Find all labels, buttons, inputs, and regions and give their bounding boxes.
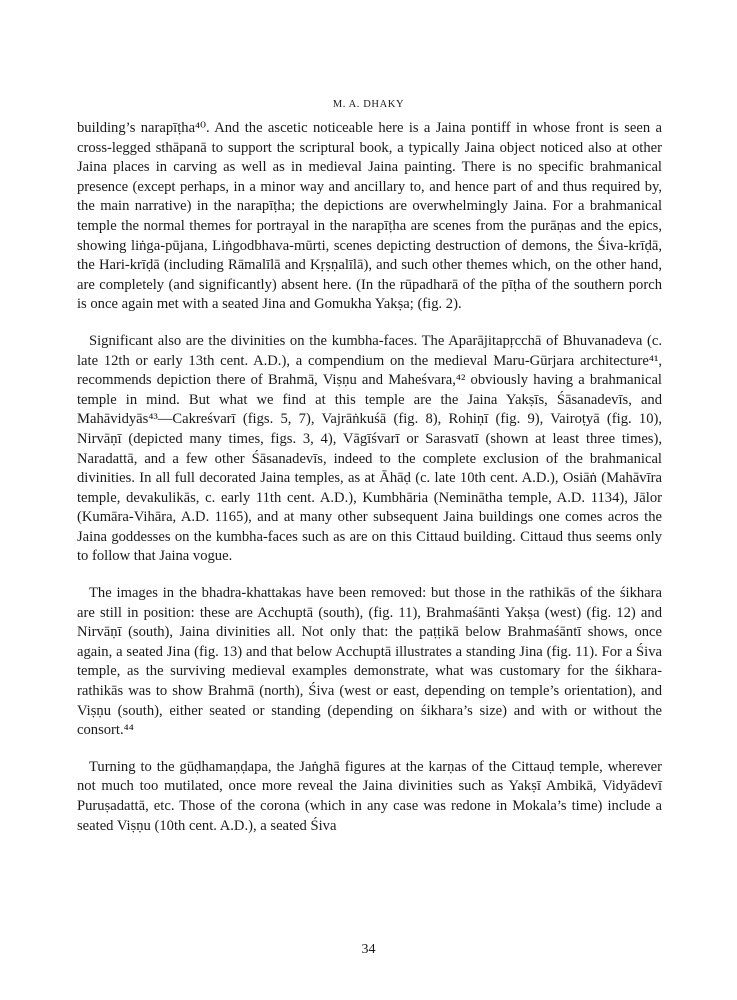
page-number: 34 xyxy=(361,942,376,957)
body-text xyxy=(77,119,662,836)
paragraph-bhadra-khattakas: The images in the bhadra-khattakas have been removed: but those in the rathikās of the śikhara are still in position: these are Acchuptā (south), (fig. 11), Brahmaśānti Yakṣa (west) (fig. 12) and Nirvāṇī (south), Jaina divinities all. Not only that: the paṭṭikā below Brahmaśāntī shows, once again, a seated Jina (fig. 13) and that below Acchuptā illustrates a standing Jina (fig. 11). For a Śiva temple, as the surviving medieval examples demonstrate, what was customary for the śikhara-rathikās was to show Brahmā (north), Śiva (west or east, depending on temple’s orientation), and Viṣṇu (south), either seated or standing (depending on śikhara’s size) and with or without the consort.⁴⁴ xyxy=(77,585,662,739)
running-head-author: M. A. DHAKY xyxy=(332,99,405,110)
paragraph-kumbha-faces: Significant also are the divinities on the kumbha-faces. The Aparājitapṛcchā of Bhuvanadeva (c. late 12th or early 13th cent. A.D.), a compendium on the medieval Maru-Gūrjara architecture⁴¹, recommends depiction there of Brahmā, Viṣṇu and Maheśvara,⁴² obviously having a brahmanical temple in mind. But what we find at this temple are the Jaina Yakṣīs, Śāsanadevīs, and Mahāvidyās⁴³—Cakreśvarī (figs. 5, 7), Vajrāṅkuśā (fig. 8), Rohiṇī (fig. 9), Vairoṭyā (fig. 10), Nirvāṇī (depicted many times, figs. 3, 4), Vāgīśvarī or Sarasvatī (shown at least three times), Naradattā, and a few other Śāsanadevīs, indeed to the complete exclusion of the brahmanical divinities. In all full decorated Jaina temples, as at Āhāḍ (c. late 10th cent. A.D.), Osiāṅ (Mahāvīra temple, devakulikās, c. early 11th cent. A.D.), Kumbhāria (Neminātha temple, A.D. 1134), Jālor (Kumāra-Vihāra, A.D. 1165), and at many other subsequent Jaina buildings one comes acros the Jaina goddesses on the kumbha-faces such as are on this Cittaud building. Cittaud thus seems only to follow that Jaina vogue. xyxy=(77,332,662,565)
paragraph-gudhamandapa: Turning to the gūḍhamaṇḍapa, the Jaṅghā figures at the karṇas of the Cittauḍ temple, wherever not much too mutilated, once more reveal the Jaina divinities such as Yakṣī Ambikā, Vidyādevī Puruṣadattā, etc. Those of the corona (which in any case was redone in Mokala’s time) include a seated Viṣṇu (10th cent. A.D.), a seated Śiva xyxy=(77,758,662,834)
paragraph-narapitha: building’s narapīṭha⁴⁰. And the ascetic noticeable here is a Jaina pontiff in whose front is seen a cross-legged sthāpanā to support the scriptural book, a typically Jaina object noticed also at other Jaina places in carving as well as in medieval Jaina painting. There is no specific brahmanical presence (except perhaps, in a minor way and ancillary to, and hence part of and thus required by, the main narrative) in the narapīṭha; the depictions are overwhelmingly Jaina. For a brahmanical temple the normal themes for portrayal in the narapīṭha are scenes from the purāṇas and the epics, showing liṅga-pūjana, Liṅgodbhava-mūrti, scenes depicting destruction of demons, the Śiva-krīḍā, the Hari-krīḍā (including Rāmalīlā and Kṛṣṇalīlā), and such other themes which, on the other hand, are completely (and significantly) absent here. (In the rūpadharā of the pīṭha of the southern porch is once again met with a seated Jina and Gomukha Yakṣa; (fig. 2). xyxy=(77,120,662,313)
